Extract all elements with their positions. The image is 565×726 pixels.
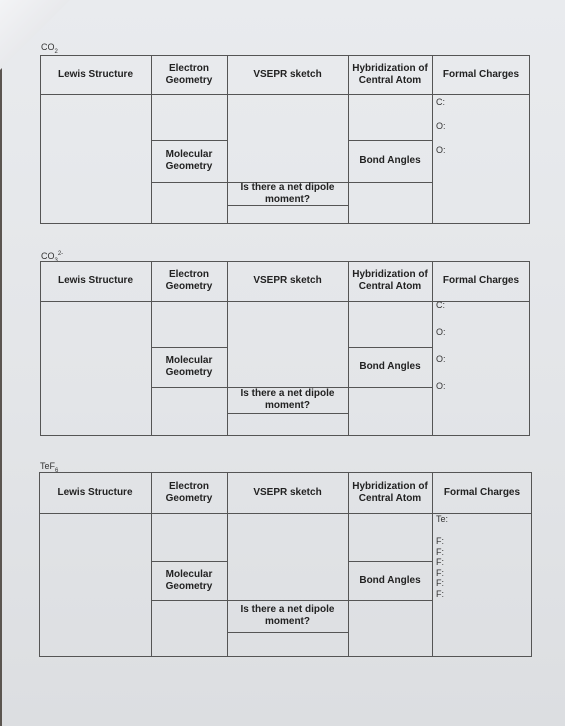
bond-angles-label: Bond Angles bbox=[359, 574, 421, 586]
formal-charge-entry: C: bbox=[436, 97, 445, 107]
header-formal-charges: Formal Charges bbox=[443, 486, 521, 498]
formula-base: CO bbox=[41, 251, 55, 261]
header-hybridization: Hybridization of Central Atom bbox=[352, 62, 428, 86]
formal-charge-entry: F: bbox=[436, 546, 444, 557]
header-formal-charges: Formal Charges bbox=[442, 68, 520, 80]
bond-angles-label: Bond Angles bbox=[359, 361, 421, 372]
header-vsepr-sketch: VSEPR sketch bbox=[253, 68, 322, 80]
formal-charge-entry: F: bbox=[436, 578, 444, 588]
net-dipole-label: Is there a net dipole moment? bbox=[240, 388, 335, 411]
header-lewis-structure: Lewis Structure bbox=[57, 486, 133, 498]
formula-subscript: 6 bbox=[55, 467, 59, 474]
formula-subscript: 3 bbox=[54, 257, 58, 264]
row-divider bbox=[151, 182, 227, 183]
formal-charge-entry: O: bbox=[436, 121, 446, 131]
header-lewis-structure: Lewis Structure bbox=[57, 275, 134, 286]
formal-charge-entry: O: bbox=[436, 145, 446, 155]
formal-charge-entry: F: bbox=[436, 567, 444, 578]
formula-base: TeF bbox=[40, 461, 56, 471]
formal-charge-entry: F: bbox=[436, 536, 444, 546]
formal-charge-entry: O: bbox=[436, 327, 446, 337]
formal-charge-entry: C: bbox=[436, 300, 445, 310]
net-dipole-label: Is there a net dipole moment? bbox=[240, 181, 335, 205]
formal-charge-entry: F: bbox=[436, 557, 444, 567]
molecular-geometry-label: Molecular Geometry bbox=[165, 568, 213, 592]
header-vsepr-sketch: VSEPR sketch bbox=[253, 275, 322, 286]
molecular-geometry-label: Molecular Geometry bbox=[165, 355, 213, 378]
formula-charge: 2- bbox=[57, 251, 64, 257]
formal-charge-entry: O: bbox=[436, 381, 446, 391]
row-divider bbox=[227, 413, 348, 414]
formal-charge-entry: F: bbox=[436, 588, 444, 599]
header-divider bbox=[39, 513, 532, 514]
row-divider bbox=[348, 182, 432, 183]
molecular-geometry-label: Molecular Geometry bbox=[165, 149, 213, 172]
formula-base: CO bbox=[41, 42, 55, 52]
header-hybridization: Hybridization of Central Atom bbox=[352, 480, 428, 504]
formula-subscript: 2 bbox=[54, 48, 58, 55]
header-formal-charges: Formal Charges bbox=[442, 275, 520, 286]
formal-charge-entry: O: bbox=[436, 354, 446, 364]
header-divider bbox=[40, 94, 530, 95]
header-lewis-structure: Lewis Structure bbox=[57, 68, 134, 80]
row-divider bbox=[227, 632, 348, 633]
header-vsepr-sketch: VSEPR sketch bbox=[253, 486, 322, 498]
header-electron-geometry: Electron Geometry bbox=[165, 62, 213, 86]
row-divider bbox=[348, 387, 432, 388]
header-electron-geometry: Electron Geometry bbox=[165, 480, 213, 504]
header-hybridization: Hybridization of Central Atom bbox=[352, 269, 428, 292]
bond-angles-label: Bond Angles bbox=[359, 155, 421, 166]
section-formula-label bbox=[41, 42, 58, 55]
header-divider bbox=[40, 301, 530, 302]
row-divider bbox=[151, 600, 227, 601]
row-divider bbox=[348, 600, 432, 601]
formal-charge-entry: Te: bbox=[436, 514, 449, 524]
net-dipole-label: Is there a net dipole moment? bbox=[240, 604, 335, 627]
header-electron-geometry: Electron Geometry bbox=[165, 269, 213, 292]
row-divider bbox=[151, 387, 227, 388]
